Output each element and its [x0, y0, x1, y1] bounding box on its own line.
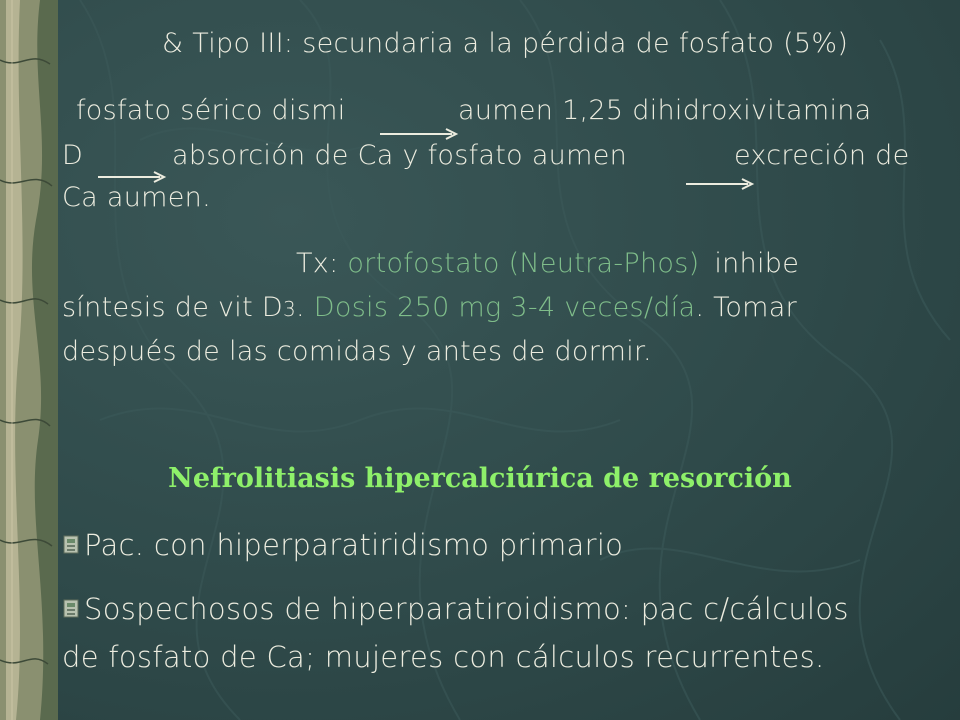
decorative-left-border	[0, 0, 58, 720]
heading-line: & Tipo III: secundaria a la pérdida de fosfato (5%)	[162, 28, 849, 59]
section-title: Nefrolitiasis hipercalciúrica de resorción	[168, 463, 792, 494]
drug-name: ortofostato (Neutra-Phos)	[347, 248, 700, 279]
paragraph1-line3: Ca aumen.	[62, 182, 211, 213]
arrow-right-icon	[98, 171, 168, 183]
arrow-right-icon	[380, 128, 460, 140]
paragraph1-line1-a: fosfato sérico dismi	[76, 95, 346, 126]
paragraph1-line1-b: aumen 1,25 dihidroxivitamina	[458, 95, 872, 126]
paragraph1-line2-a: D	[62, 140, 84, 171]
vit-d-text: síntesis de vit D	[62, 292, 283, 323]
dose-text: Dosis 250 mg 3-4 veces/día	[313, 292, 696, 323]
effect-text: inhibe	[714, 248, 800, 279]
tx-label: Tx:	[296, 248, 339, 279]
paragraph2-line1	[296, 248, 799, 279]
bullet-icon	[62, 598, 82, 620]
period-text: .	[296, 292, 305, 323]
bullet-2-line1: Sospechosos de hiperparatiroidismo: pac c/cálculos	[84, 592, 849, 626]
bullet-icon	[62, 534, 82, 556]
bullet-2-line2: de fosfato de Ca; mujeres con cálculos recurrentes.	[62, 640, 825, 674]
arrow-right-icon	[686, 178, 756, 190]
paragraph2-line3: después de las comidas y antes de dormir.	[62, 336, 652, 367]
bullet-1-text: Pac. con hiperparatiridismo primario	[84, 528, 624, 562]
paragraph1-line2-c: excreción de	[734, 140, 910, 171]
paragraph1-line2-b: absorción de Ca y fosfato aumen	[172, 140, 628, 171]
paragraph2-line2	[62, 292, 797, 323]
vit-d-subscript: 3	[282, 297, 296, 321]
tomar-text: . Tomar	[695, 292, 798, 323]
